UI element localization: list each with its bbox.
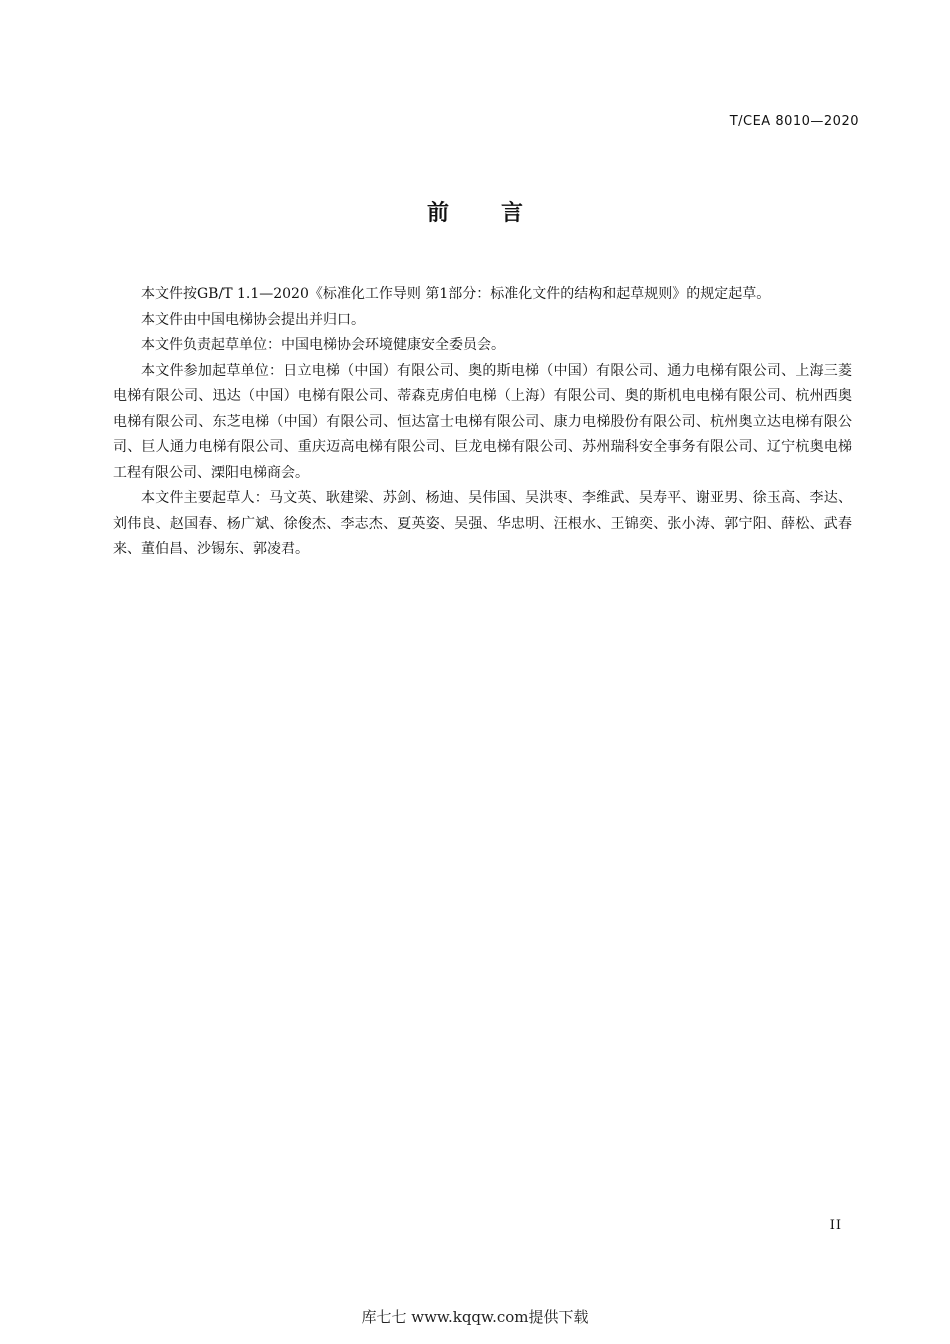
paragraph-proposer: 本文件由中国电梯协会提出并归口。 [141, 311, 365, 328]
foreword-body [113, 282, 852, 563]
paragraph-participating-units: 本文件参加起草单位：日立电梯（中国）有限公司、奥的斯电梯（中国）有限公司、通力电梯有限公司、上海三菱电梯有限公司、迅达（中国）电梯有限公司、蒂森克虏伯电梯（上海）有限公司、奥的斯机电电梯有限公司、杭州西奥电梯有限公司、东芝电梯（中国）有限公司、恒达富士电梯有限公司、康力电梯股份有限公司、杭州奥立达电梯有限公司、巨人通力电梯有限公司、重庆迈高电梯有限公司、巨龙电梯有限公司、苏州瑞科安全事务有限公司、辽宁杭奥电梯工程有限公司、溧阳电梯商会。 [113, 362, 852, 481]
page-title: 前言 [426, 201, 575, 226]
paragraph-main-drafters: 本文件主要起草人：马文英、耿建梁、苏剑、杨迪、吴伟国、吴洪枣、李维武、吴寿平、谢亚男、徐玉高、李达、刘伟良、赵国春、杨广斌、徐俊杰、李志杰、夏英姿、吴强、华忠明、汪根水、王锦奕、张小涛、郭宁阳、薛松、武春来、董伯昌、沙锡东、郭凌君。 [113, 490, 852, 557]
page-number: II [829, 1218, 842, 1233]
paragraph-drafting-rules: 本文件按GB/T 1.1—2020《标准化工作导则 第1部分：标准化文件的结构和起草规则》的规定起草。 [141, 286, 771, 302]
paragraph-responsible-unit: 本文件负责起草单位：中国电梯协会环境健康安全委员会。 [141, 337, 505, 353]
download-watermark: 库七七 www.kqqw.com提供下载 [361, 1308, 589, 1326]
document-code: T/CEA 8010—2020 [729, 114, 859, 129]
